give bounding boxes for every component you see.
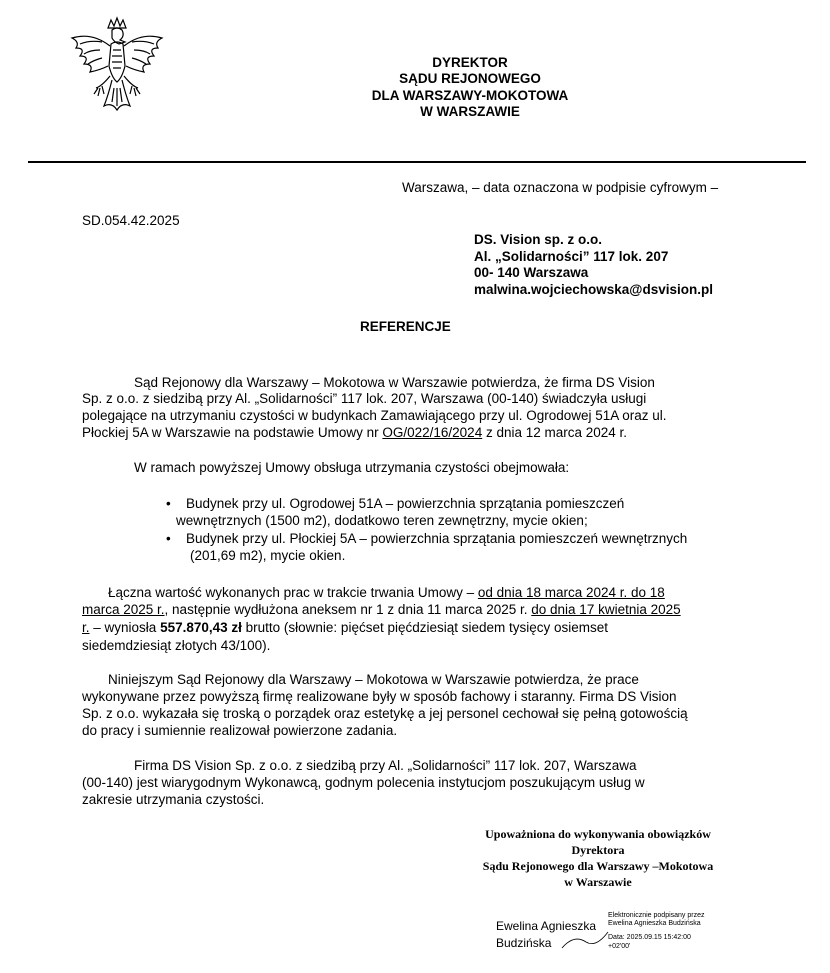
authorization-line-4: w Warszawie [564,875,632,889]
signature-meta-line-3: Data: 2025.09.15 15:42:00 [608,934,691,941]
header-line-1: DYREKTOR [432,55,508,70]
header-line-4: W WARSZAWIE [420,104,520,119]
p3-extension-end: r. [82,620,90,635]
contract-amount: 557.870,43 zł [160,620,242,635]
document-title: REFERENCJE [360,319,451,334]
signer-name-line-2: Budzińska [496,936,552,950]
p5-line-2: (00-140) jest wiarygodnym Wykonawcą, godnym polecenia instytucjom poszukującym usług w [82,775,645,790]
p3-line-2-text: , następnie wydłużona aneksem nr 1 z dnia 11 marca 2025 r. [164,602,532,617]
p4-line-2: wykonywane przez powyższą firmę realizowane były w sposób fachowy i staranny. Firma DS Vision [82,689,677,704]
p3-line-3 [82,619,608,636]
bullet-1-dot: • [166,496,171,511]
p3-extension: do dnia 17 kwietnia 2025 [531,602,681,617]
p3-line-3-text: – wyniosła [89,620,161,635]
p1-line-4-text: Płockiej 5A w Warszawie na podstawie Umowy nr [82,425,383,440]
bullet-2-line-2: (201,69 m2), mycie okien. [190,548,346,563]
p3-line-4: siedemdziesiąt złotych 43/100). [82,638,271,653]
signature-meta-line-1: Elektronicznie podpisany przez [608,912,705,919]
header-divider [28,161,806,163]
recipient-line-3: 00- 140 Warszawa [474,265,589,280]
bullet-1-line-2: wewnętrznych (1500 m2), dodatkowo teren zewnętrzny, mycie okien; [176,513,588,528]
recipient-line-2: Al. „Solidarności” 117 lok. 207 [474,249,669,264]
contract-number: OG/022/16/2024 [382,425,483,440]
bullet-1-line-1: Budynek przy ul. Ogrodowej 51A – powierzchnia sprzątania pomieszczeń [186,496,625,511]
p3-line-3-words: brutto (słownie: pięćset pięćdziesiąt siedem tysięcy osiemset [241,620,609,635]
p3-line-1 [108,584,665,601]
p5-line-1: Firma DS Vision Sp. z o.o. z siedzibą przy Al. „Solidarności” 117 lok. 207, Warszawa [134,758,637,773]
p3-period-start: od dnia 18 marca 2024 r. do 18 [477,585,665,600]
p5-line-3: zakresie utrzymania czystości. [82,792,265,807]
bullet-2-dot: • [166,531,171,546]
p4-line-1: Niniejszym Sąd Rejonowy dla Warszawy – Mokotowa w Warszawie potwierdza, że prace [108,672,639,687]
p4-line-4: do pracy i sumiennie realizował powierzone zadania. [82,723,398,738]
p4-line-3: Sp. z o.o. wykazała się troską o porządek oraz estetykę a jej personel cechował się pełną gotowością [82,706,688,721]
signature-meta-line-4: +02'00' [608,943,631,950]
reference-number: SD.054.42.2025 [82,213,180,228]
authorization-line-1: Upoważniona do wykonywania obowiązków [485,827,711,841]
p3-period-end: marca 2025 r. [82,602,165,617]
p3-line-1-text: Łączna wartość wykonanych prac w trakcie trwania Umowy – [108,585,478,600]
header-line-3: DLA WARSZAWY-MOKOTOWA [371,88,569,103]
recipient-line-1: DS. Vision sp. z o.o. [474,232,603,247]
p1-line-1: Sąd Rejonowy dla Warszawy – Mokotowa w Warszawie potwierdza, że firma DS Vision [134,375,655,390]
signer-name-line-1: Ewelina Agnieszka [496,919,597,933]
eagle-emblem-icon [62,14,172,134]
authorization-line-2: Dyrektora [571,843,625,857]
place-date: Warszawa, – data oznaczona w podpisie cyfrowym – [402,180,719,195]
header-line-2: SĄDU REJONOWEGO [399,71,541,86]
p2: W ramach powyższej Umowy obsługa utrzymania czystości obejmowała: [134,460,570,475]
p3-line-2 [82,601,681,618]
signature-mark-icon [560,924,610,954]
signature-meta-line-2: Ewelina Agnieszka Budzińska [608,920,701,927]
recipient-email: malwina.wojciechowska@dsvision.pl [474,282,713,297]
authorization-line-3: Sądu Rejonowego dla Warszawy –Mokotowa [482,859,714,873]
bullet-2-line-1: Budynek przy ul. Płockiej 5A – powierzchnia sprzątania pomieszczeń wewnętrznych [186,531,688,546]
p1-line-4-date: z dnia 12 marca 2024 r. [482,425,628,440]
p1-line-3: polegające na utrzymaniu czystości w budynkach Zamawiającego przy ul. Ogrodowej 51A oraz ul. [82,408,667,423]
p1-line-2: Sp. z o.o. z siedzibą przy Al. „Solidarności” 117 lok. 207, Warszawa (00-140) świadczyła usługi [82,391,647,406]
p1-line-4 [82,424,627,441]
